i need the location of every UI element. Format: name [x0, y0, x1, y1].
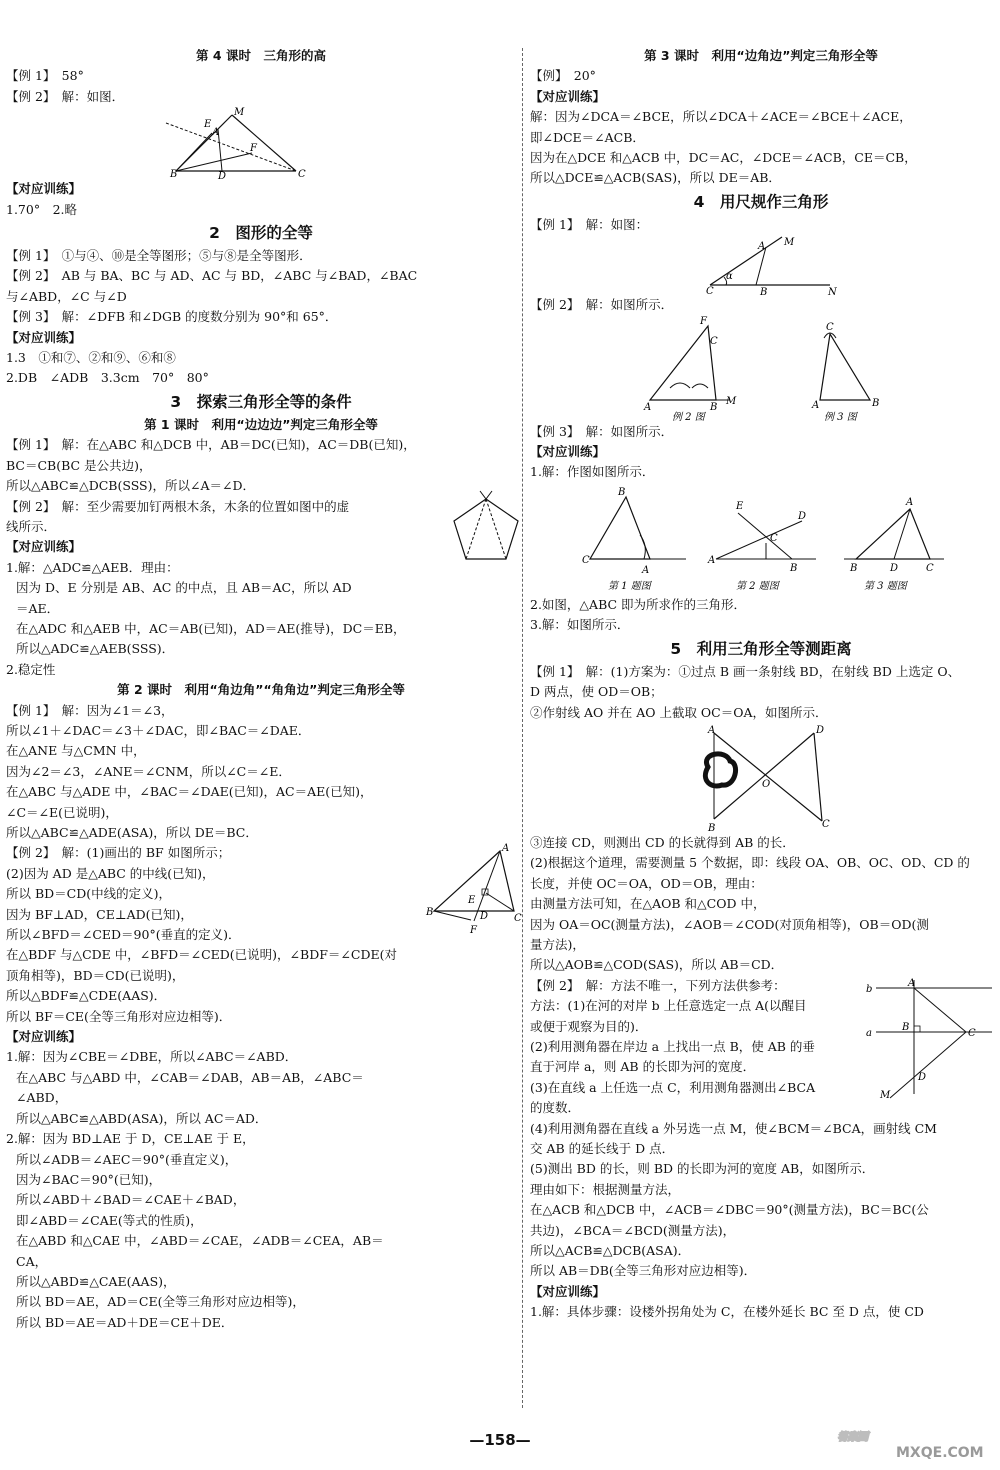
svg-text:F: F [250, 143, 257, 155]
example-1: 【例 1】 ①与④、⑩是全等图形；⑤与⑧是全等图形． [6, 248, 312, 264]
svg-text:A: A [708, 724, 716, 736]
text-line: (3)在直线 a 上任选一点 C，利用测角器测出∠BCA [530, 1079, 816, 1095]
example-2: 【例 2】 AB 与 BA、BC 与 AD、AC 与 BD，∠ABC 与∠BAD，∠BAC [6, 268, 418, 284]
svg-text:C: C [298, 169, 306, 180]
text-line: 解：因为∠DCA＝∠BCE，所以∠DCA＋∠ACE＝∠BCE＋∠ACE， [530, 109, 912, 125]
text-line: 【例 2】 解：(1)画出的 BF 如图所示； [6, 845, 231, 861]
practice-heading: 【对应训练】 [6, 181, 82, 197]
svg-text:E: E [468, 894, 476, 906]
text-line: 所以∠1＋∠DAC＝∠3＋∠DAC，即∠BAC＝∠DAE． [6, 722, 311, 738]
text-line: 所以△BDF≌△CDE(AAS)． [6, 988, 167, 1004]
lesson-title: 第 2 课时 利用“角边角”“角角边”判定三角形全等 [117, 682, 405, 698]
example-2-cont: 与∠ABD，∠C 与∠D [6, 288, 127, 304]
text-line: 1.解：具体步骤：设楼外拐角处为 C，在楼外延长 BC 至 D 点，使 CD [530, 1304, 924, 1320]
caption-ex3: 例 3 图 [824, 411, 857, 422]
svg-text:b: b [866, 983, 873, 995]
svg-text:M: M [784, 237, 795, 249]
triangle-altitude-figure [6, 107, 516, 179]
svg-text:B: B [850, 562, 858, 574]
lesson-title: 第 3 课时 利用“边角边”判定三角形全等 [644, 48, 878, 63]
svg-text:N: N [828, 287, 837, 296]
svg-text:D: D [816, 724, 825, 736]
svg-text:B: B [710, 401, 718, 413]
text-line: 因为∠BAC＝90°(已知)， [16, 1171, 162, 1187]
section-title: 2 图形的全等 [209, 224, 313, 243]
text-line: 所以∠ABD＋∠BAD＝∠CAE＋∠BAD， [16, 1192, 246, 1208]
svg-text:E: E [736, 500, 744, 512]
text-line: 即∠ABD＝∠CAE(等式的性质)， [16, 1212, 203, 1228]
text-line: 所以∠ADB＝∠AEC＝90°(垂直定义)， [16, 1151, 238, 1167]
svg-text:C: C [710, 335, 718, 347]
text-line: 【例 2】 解：至少需要加钉两根木条，木条的位置如图中的虚 [6, 498, 350, 514]
text-line: (2)因为 AD 是△ABC 的中线(已知)， [6, 865, 215, 881]
svg-text:B: B [790, 562, 798, 574]
text-line: 所以 AB＝DB(全等三角形对应边相等)． [530, 1263, 757, 1279]
text-line: 交 AB 的延长线于 D 点． [530, 1141, 675, 1156]
text-line: 【例 1】 解：(1)方案为：①过点 B 画一条射线 BD，在射线 BD 上选定 O、 [530, 663, 961, 679]
svg-text:A: A [906, 496, 914, 508]
text-line: 线所示． [6, 518, 57, 534]
text-line: 1.解：△ADC≌△AEB．理由： [6, 559, 179, 575]
svg-text:α: α [726, 271, 733, 283]
left-column [6, 46, 522, 1333]
svg-text:C: C [926, 562, 934, 574]
text-line: 2.如图，△ABC 即为所求作的三角形． [530, 596, 747, 612]
text-line: 在△ACB 和△DCB 中，∠ACB＝∠DBC＝90°(测量方法)，BC＝BC(公 [530, 1202, 929, 1218]
pentagon-figure [446, 485, 526, 567]
lesson-2-body [6, 701, 522, 1334]
lesson-title: 第 4 课时 三角形的高 [196, 48, 326, 63]
svg-text:A: A [758, 241, 766, 253]
svg-text:C: C [822, 818, 830, 830]
svg-text:D: D [890, 562, 899, 574]
section-title: 3 探索三角形全等的条件 [170, 392, 352, 411]
text-line: 所以∠BFD＝∠CED＝90°(垂直的定义)． [6, 927, 241, 943]
svg-text:a: a [866, 1027, 872, 1039]
svg-text:M: M [234, 107, 245, 119]
svg-text:B: B [760, 287, 768, 296]
text-line: 所以△ABC≌△DCB(SSS)，所以∠A＝∠D． [6, 478, 255, 494]
text-line: 在△ABC 与△ABD 中，∠CAB＝∠DAB，AB＝AB，∠ABC＝ [16, 1069, 364, 1085]
text-line: 2.稳定性 [6, 661, 56, 677]
text-line: 所以△DCE≌△ACB(SAS)，所以 DE＝AB． [530, 170, 781, 186]
text-line: 长度，并使 OC＝OA，OD＝OB，理由： [530, 875, 763, 891]
example-2: 【例 2】 解：如图所示． [530, 297, 674, 313]
text-line: 【例】 20° [530, 68, 596, 84]
practice-answer: 1.3 ①和⑦、②和⑨、⑥和⑧ [6, 350, 176, 366]
example-2: 【例 2】 解：如图． [6, 88, 125, 104]
practice-heading: 【对应训练】 [530, 444, 606, 460]
text-line: 1.解：因为∠CBE＝∠DBE，所以∠ABC＝∠ABD． [6, 1049, 298, 1065]
watermark-site: MXQE.COM [896, 1445, 984, 1461]
practice-answer: 2.DB ∠ADB 3.3cm 70° 80° [6, 370, 209, 386]
svg-text:C: C [514, 912, 522, 924]
svg-text:E: E [204, 119, 212, 131]
text-line: D 两点，使 OD＝OB； [530, 684, 663, 700]
text-line: ∠ABD， [16, 1090, 68, 1106]
text-line: 直于河岸 a，则 AB 的长即为河的宽度． [530, 1059, 756, 1075]
svg-text:M: M [726, 395, 737, 407]
text-line: 的度数． [530, 1100, 581, 1116]
text-line: 【例 1】 解：因为∠1＝∠3， [6, 702, 174, 718]
svg-text:D: D [218, 171, 227, 180]
text-line: 在△ANE 与△CMN 中， [6, 743, 146, 759]
text-line: (4)利用测角器在直线 a 外另选一点 M，使∠BCM＝∠BCA，画射线 CM [530, 1120, 937, 1136]
text-line: 所以 BD＝CD(中线的定义)， [6, 886, 172, 902]
text-line: 量方法)， [530, 936, 585, 952]
watermark-logo-text: 答案圈 [838, 1432, 868, 1443]
text-line: CA， [16, 1253, 48, 1269]
text-line: 所以△ADC≌△AEB(SSS)． [16, 641, 175, 657]
text-line: 在△ADC 和△AEB 中，AC＝AB(已知)，AD＝AE(推导)，DC＝EB， [16, 620, 406, 636]
svg-text:B: B [426, 906, 434, 918]
practice-answer: 1.70° 2.略 [6, 201, 78, 217]
text-line: 因为∠2＝∠3，∠ANE＝∠CNM，所以∠C＝∠E． [6, 763, 291, 779]
text-line: ②作射线 AO 并在 AO 上截取 OC＝OA，如图所示． [530, 704, 828, 720]
page-number: —158— [469, 1431, 531, 1449]
caption-2: 第 2 题图 [736, 580, 779, 592]
text-line: 因为 OA＝OC(测量方法)，∠AOB＝∠COD(对顶角相等)，OB＝OD(测 [530, 916, 929, 932]
construction-figure [530, 235, 992, 295]
text-line: 所以△ACB≌△DCB(ASA)． [530, 1243, 691, 1259]
text-line: ∠C＝∠E(已说明)， [6, 804, 118, 820]
svg-text:B: B [872, 397, 880, 409]
text-line: (5)测出 BD 的长，则 BD 的长即为河的宽度 AB，如图所示． [530, 1161, 875, 1177]
section-title: 5 利用三角形全等测距离 [670, 639, 852, 658]
svg-text:B: B [618, 486, 626, 498]
svg-text:A: A [642, 564, 650, 576]
text-line: (2)根据这个道理，需要测量 5 个数据，即：线段 OA、OB、OC、OD、CD 的 [530, 855, 970, 871]
text-line: 2.解：因为 BD⊥AE 于 D，CE⊥AE 于 E， [6, 1131, 255, 1147]
text-line: 即∠DCE＝∠ACB． [530, 129, 645, 145]
svg-text:F: F [470, 924, 477, 936]
text-line: 1.解：作图如图所示． [530, 464, 655, 480]
text-line: 顶角相等)，BD＝CD(已说明)， [6, 967, 185, 983]
svg-text:A: A [812, 399, 820, 411]
text-line: ＝AE． [16, 600, 60, 616]
text-line: 【例 2】 解：方法不唯一，下列方法供参考： [530, 977, 786, 993]
text-line: 因为在△DCE 和△ACB 中，DC＝AC，∠DCE＝∠ACB，CE＝CB， [530, 150, 917, 166]
example-figures [530, 316, 992, 422]
example-1: 【例 1】 解：如图： [530, 216, 649, 232]
text-line: 因为 D、E 分别是 AB、AC 的中点，且 AB＝AC，所以 AD [16, 580, 352, 596]
svg-text:B: B [170, 169, 178, 180]
practice-heading: 【对应训练】 [6, 539, 82, 555]
svg-text:D: D [480, 910, 489, 922]
right-column [530, 46, 992, 1323]
svg-text:O: O [762, 778, 771, 790]
text-line: 所以△ABC≌△ADE(ASA)，所以 DE＝BC． [6, 825, 258, 840]
caption-3: 第 3 题图 [864, 580, 907, 592]
svg-text:C: C [582, 554, 590, 566]
svg-text:B: B [708, 822, 716, 833]
column-divider [522, 48, 523, 1408]
text-line: 在△BDF 与△CDE 中，∠BFD＝∠CED(已说明)，∠BDF＝∠CDE(对 [6, 947, 397, 963]
example-3: 【例 3】 解：如图所示． [530, 423, 674, 439]
text-line: 在△ABC 与△ADE 中，∠BAC＝∠DAE(已知)，AC＝AE(已知)， [6, 784, 373, 800]
text-line: 由测量方法可知，在△AOB 和△COD 中， [530, 896, 766, 912]
river-figure [862, 978, 992, 1102]
practice-heading: 【对应训练】 [6, 329, 82, 345]
example-2-block [530, 976, 992, 1323]
median-triangle-figure [424, 841, 524, 941]
practice-heading: 【对应训练】 [6, 1029, 82, 1045]
text-line: 3.解：如图所示． [530, 617, 630, 633]
text-line: (2)利用测角器在岸边 a 上找出一点 B，使 AB 的垂 [530, 1038, 815, 1054]
svg-text:C: C [968, 1027, 976, 1039]
practice-heading: 【对应训练】 [530, 1283, 606, 1299]
caption-ex2: 例 2 图 [672, 411, 705, 422]
svg-text:C: C [770, 532, 778, 544]
text-line: 所以△AOB≌△COD(SAS)，所以 AB＝CD． [530, 957, 784, 973]
text-line: 所以△ABC≌△ABD(ASA)，所以 AC＝AD． [16, 1110, 268, 1126]
example-1: 【例 1】 58° [6, 68, 84, 84]
text-line: 所以 BD＝AE，AD＝CE(全等三角形对应边相等)， [16, 1294, 305, 1310]
svg-text:A: A [708, 554, 716, 566]
svg-text:C: C [826, 321, 834, 333]
text-line: 在△ABD 和△CAE 中，∠ABD＝∠CAE，∠ADB＝∠CEA，AB＝ [16, 1233, 384, 1249]
distance-figure [530, 723, 992, 833]
svg-text:C: C [706, 286, 714, 296]
svg-text:B: B [902, 1021, 910, 1033]
text-line: 共边)，∠BCA＝∠BCD(测量方法)， [530, 1222, 736, 1238]
text-line: 因为 BF⊥AD，CE⊥AD(已知)， [6, 906, 193, 922]
caption-1: 第 1 题图 [608, 580, 651, 592]
svg-text:D: D [918, 1071, 927, 1083]
svg-text:A: A [502, 842, 510, 854]
svg-text:F: F [700, 315, 707, 327]
text-line: 理由如下：根据测量方法， [530, 1181, 681, 1197]
text-line: 所以△ABD≌△CAE(AAS)， [16, 1273, 176, 1289]
lesson-1-body [6, 435, 516, 680]
lesson-title: 第 1 课时 利用“边边边”判定三角形全等 [144, 416, 378, 432]
section-title: 4 用尺规作三角形 [693, 192, 829, 211]
text-line: 【例 1】 解：在△ABC 和△DCB 中，AB＝DC(已知)，AC＝DB(已知)， [6, 437, 416, 453]
svg-text:A: A [908, 977, 916, 989]
text-line: BC＝CB(BC 是公共边)， [6, 457, 152, 473]
text-line: 或便于观察为目的)． [530, 1018, 648, 1034]
svg-text:A: A [212, 127, 220, 139]
svg-text:D: D [798, 510, 807, 522]
practice-heading: 【对应训练】 [530, 88, 606, 104]
text-line: 所以 BD＝AE＝AD＋DE＝CE＋DE． [16, 1314, 234, 1330]
svg-text:A: A [644, 401, 652, 413]
page-number-value: 158 [484, 1431, 516, 1449]
practice-figures [530, 483, 992, 595]
text-line: 方法：(1)在河的对岸 b 上任意选定一点 A(以醒目 [530, 998, 807, 1014]
text-line: 所以 BF＝CE(全等三角形对应边相等)． [6, 1008, 232, 1024]
example-3: 【例 3】 解：∠DFB 和∠DGB 的度数分别为 90°和 65°． [6, 309, 338, 325]
text-line: ③连接 CD，则测出 CD 的长就得到 AB 的长． [530, 834, 795, 850]
svg-text:M: M [880, 1089, 891, 1101]
